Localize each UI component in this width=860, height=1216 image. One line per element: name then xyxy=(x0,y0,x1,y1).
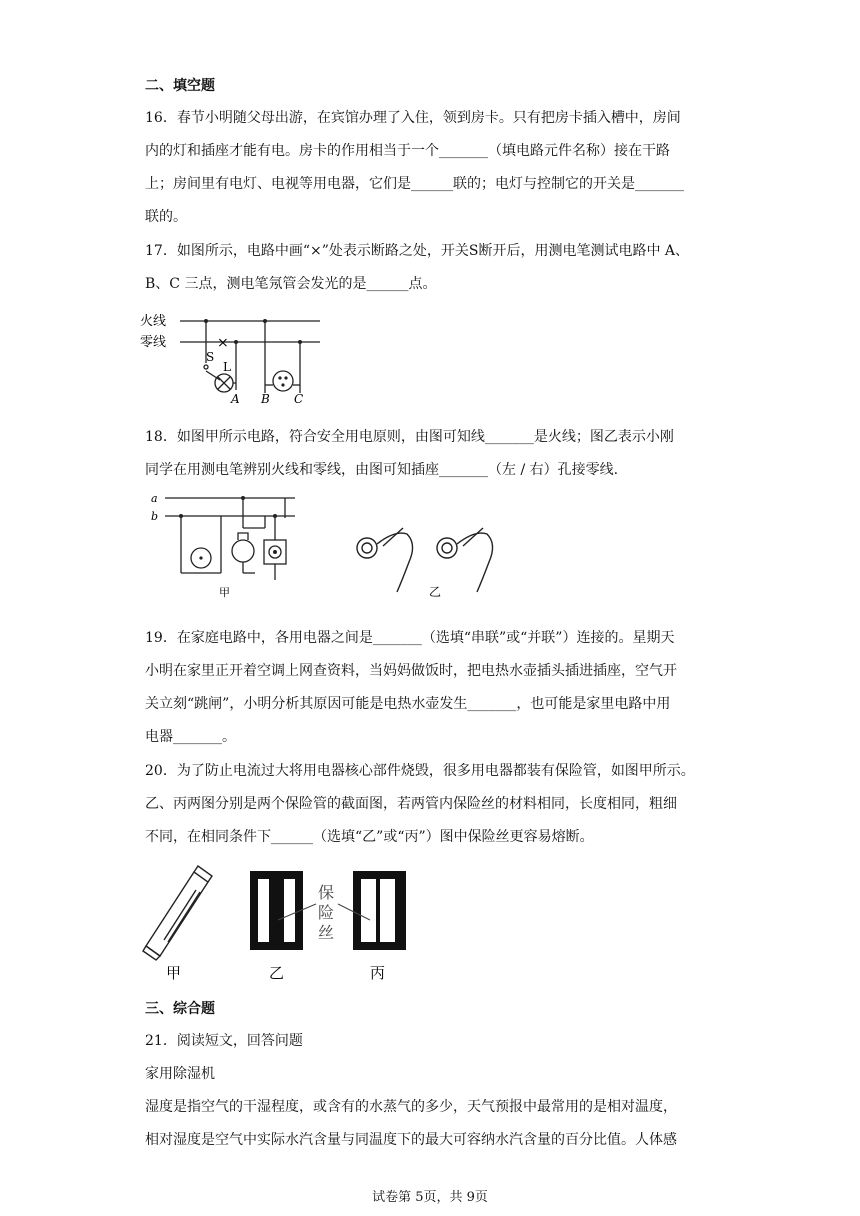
q20-line-2: 乙、丙两图分别是两个保险管的截面图，若两管内保险丝的材料相同，长度相同，粗细 xyxy=(145,796,677,812)
q20-fuse-bing-frame xyxy=(353,871,406,950)
q18-fig-jia-label: 甲 xyxy=(219,586,230,599)
q21-line-2: 相对湿度是空气中实际水汽含量与同温度下的最大可容纳水汽含量的百分比值。人体感 xyxy=(145,1132,677,1148)
q21-line-1: 湿度是指空气的干湿程度，或含有的水蒸气的多少，天气预报中最常用的是相对温度， xyxy=(145,1099,677,1115)
q17-point-a: A xyxy=(231,392,240,405)
q20-fuse-label-char-2: 险 xyxy=(318,903,335,922)
q18-line-1: 18．如图甲所示电路，符合安全用电原则，由图可知线_______是火线；图乙表示小刚 xyxy=(145,429,674,445)
q16-line-3: 上；房间里有电灯、电视等用电器，它们是______联的；电灯与控制它的开关是_______ xyxy=(145,176,684,192)
q20-fig-yi-label: 乙 xyxy=(269,964,285,982)
q20-fuse-label-char-3: 丝 xyxy=(318,923,335,942)
q21-heading: 家用除湿机 xyxy=(145,1066,215,1082)
page-footer: 试卷第 5页，共 9页 xyxy=(372,1190,488,1205)
q21-intro: 21．阅读短文，回答问题 xyxy=(145,1033,303,1049)
q17-switch-label: S xyxy=(206,350,215,364)
q19-line-3: 关立刻“跳闸”，小明分析其原因可能是电热水壶发生_______，也可能是家里电路中用 xyxy=(145,696,671,712)
q17-line-2: B、C 三点，测电笔氖管会发光的是______点。 xyxy=(145,276,437,292)
q20-fuse-label-char-1: 保 xyxy=(318,883,335,902)
q20-line-1: 20．为了防止电流过大将用电器核心部件烧毁，很多用电器都装有保险管，如图甲所示。 xyxy=(145,763,695,779)
q18-fig-yi-label: 乙 xyxy=(429,585,442,599)
q17-point-b: B xyxy=(261,392,270,405)
q18-circuit-figure xyxy=(145,488,545,600)
q17-live-wire-label: 火线 xyxy=(140,314,167,329)
q19-line-4: 电器_______。 xyxy=(145,729,236,745)
q16-line-2: 内的灯和插座才能有电。房卡的作用相当于一个_______（填电路元件名称）接在干路 xyxy=(145,143,670,159)
section-title-comprehensive: 三、综合题 xyxy=(145,1001,215,1017)
q17-neutral-wire-label: 零线 xyxy=(140,335,167,350)
section-title-fill-blank: 二、填空题 xyxy=(145,78,215,94)
q16-line-4: 联的。 xyxy=(145,209,187,225)
q19-line-2: 小明在家里正开着空调上网查资料，当妈妈做饭时，把电热水壶插头插进插座，空气开 xyxy=(145,663,677,679)
q17-lamp-label: L xyxy=(223,360,231,374)
q17-break-mark: × xyxy=(217,335,229,351)
q16-line-1: 16．春节小明随父母出游，在宾馆办理了入住，领到房卡。只有把房卡插入槽中，房间 xyxy=(145,110,681,126)
q20-fig-jia-label: 甲 xyxy=(166,964,182,982)
q20-line-3: 不同，在相同条件下______（选填“乙”或“丙”）图中保险丝更容易熔断。 xyxy=(145,829,594,845)
q17-circuit-figure xyxy=(140,305,330,405)
q18-line-2: 同学在用测电笔辨别火线和零线，由图可知插座_______（左 / 右）孔接零线. xyxy=(145,462,619,478)
q18-wire-b-label: b xyxy=(151,510,159,523)
q20-fig-bing-label: 丙 xyxy=(370,964,386,982)
q17-line-1: 17．如图所示，电路中画“×”处表示断路之处，开关S断开后，用测电笔测试电路中 A、 xyxy=(145,243,690,259)
q20-fuse-figure xyxy=(138,860,418,988)
q18-wire-a-label: a xyxy=(151,492,158,505)
q19-line-1: 19．在家庭电路中，各用电器之间是_______（选填“串联”或“并联”）连接的。星期天 xyxy=(145,630,675,646)
q20-fuse-yi-frame xyxy=(250,871,303,950)
q17-point-c: C xyxy=(294,392,304,405)
